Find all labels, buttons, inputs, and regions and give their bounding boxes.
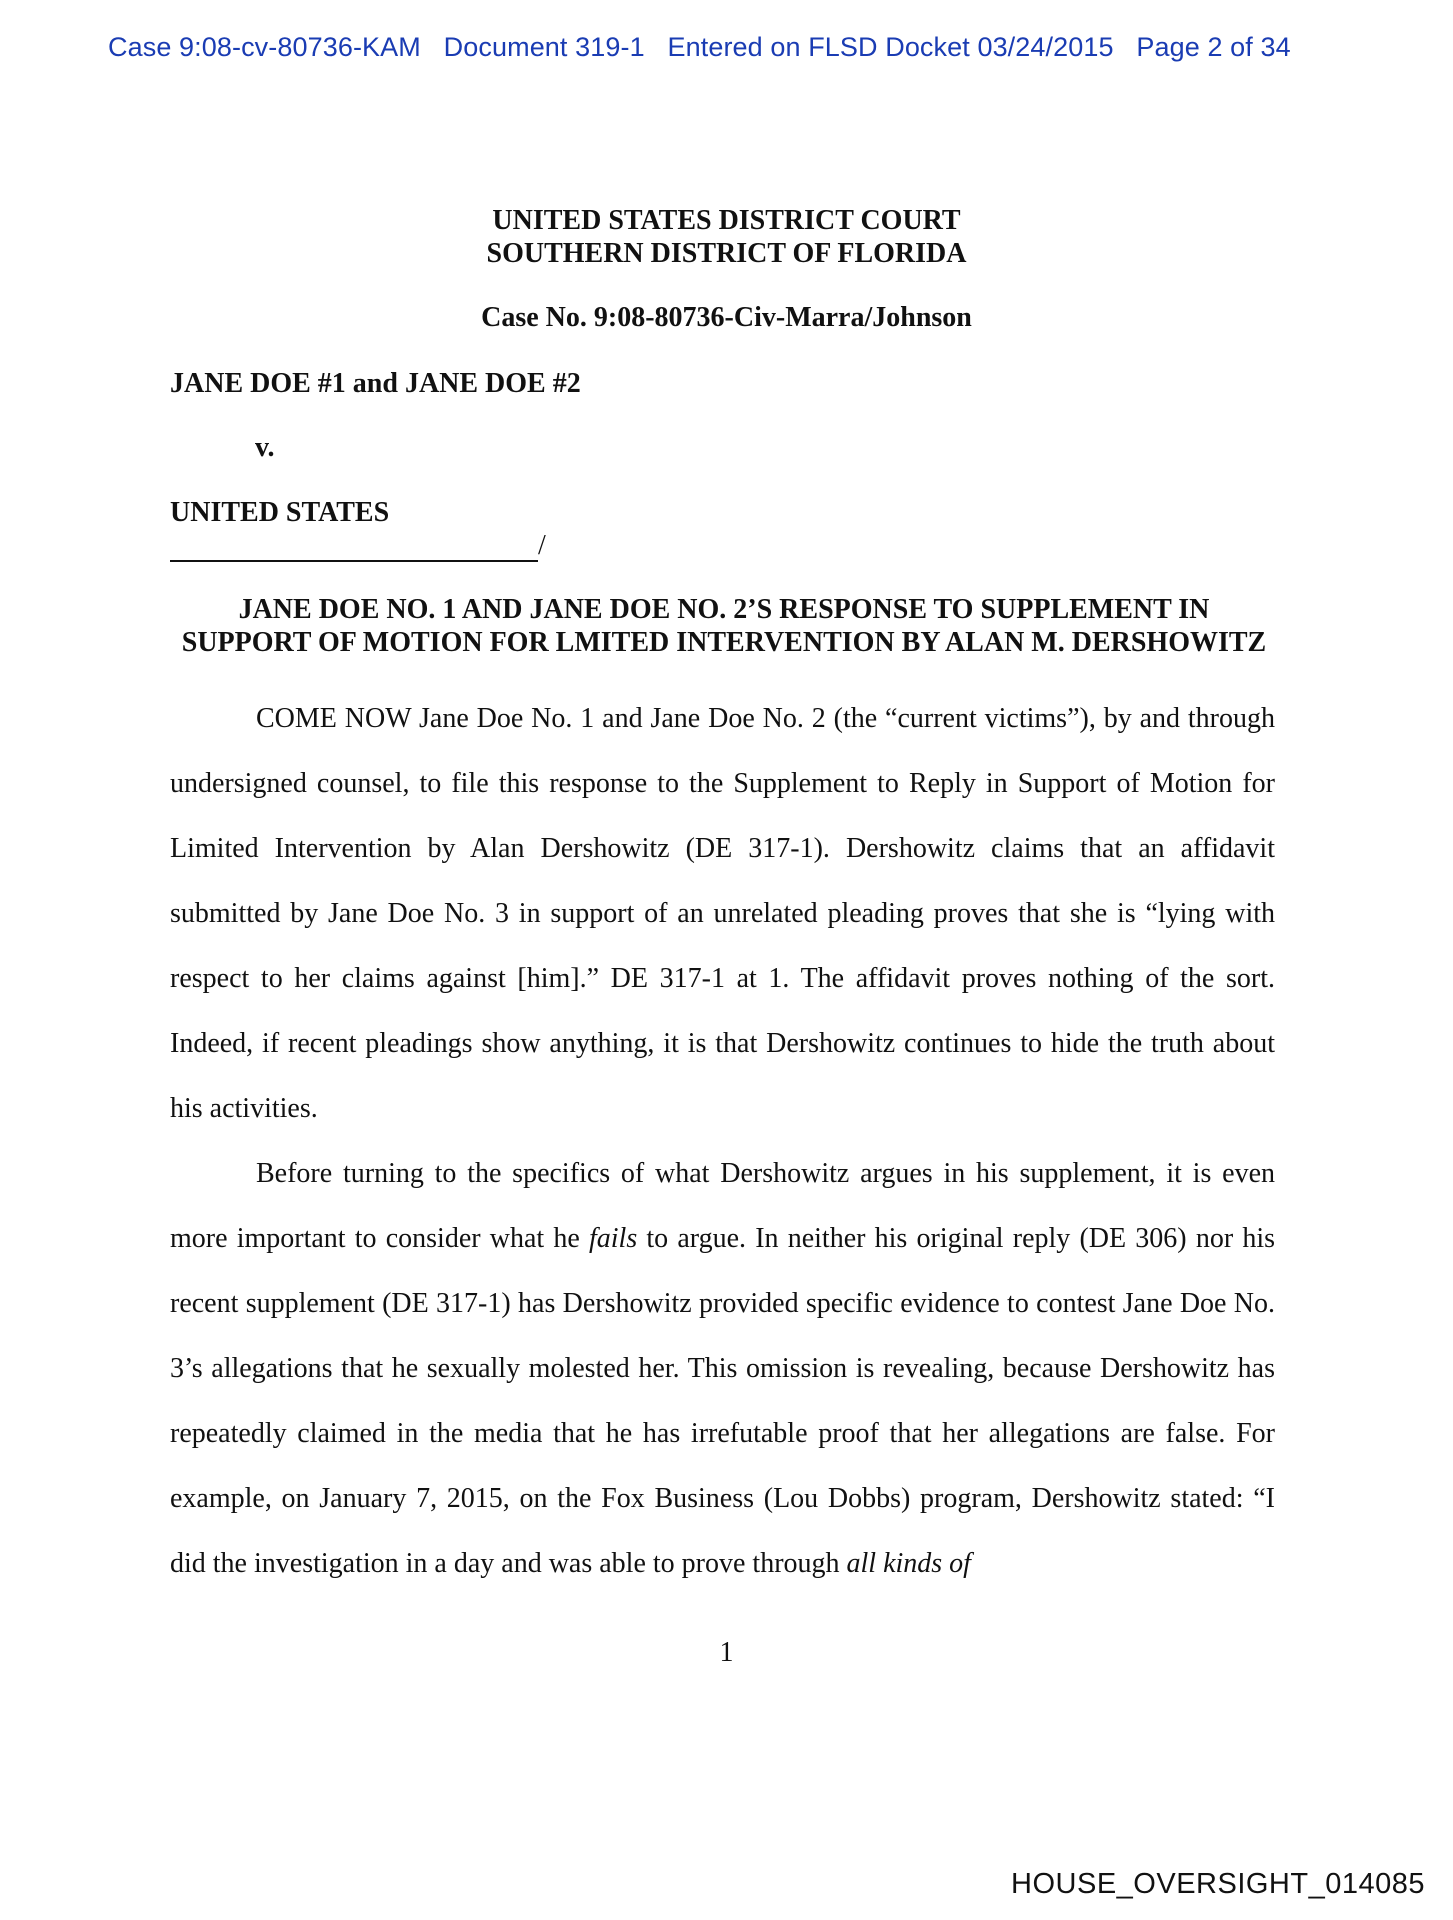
page-number: 1 xyxy=(719,1637,734,1668)
court-name: UNITED STATES DISTRICT COURT xyxy=(492,205,961,236)
docket-document-number: Document 319-1 xyxy=(443,32,645,62)
court-district: SOUTHERN DISTRICT OF FLORIDA xyxy=(486,238,967,269)
plaintiffs: JANE DOE #1 and JANE DOE #2 xyxy=(170,368,581,399)
court-heading xyxy=(0,204,1453,270)
caption-signature-line xyxy=(170,530,546,562)
body-paragraph-2-part-2: to argue. In neither his original reply (DE 306) nor his recent supplement (DE 317-1) has Dershowitz provided specific evidence to contest Jane Doe No. 3’s allegations that he sexually molested her. This omission is revealing, because Dershowitz has repeatedly claimed in the media that he has irrefutable proof that her allegations are false. For example, on January 7, 2015, on the Fox Business (Lou Dobbs) program, Dershowitz stated: “I did the investigation in a day and was able to prove through xyxy=(170,1223,1275,1579)
docket-header xyxy=(108,32,1291,63)
defendant: UNITED STATES xyxy=(170,497,390,528)
bates-number: HOUSE_OVERSIGHT_014085 xyxy=(1011,1868,1425,1900)
case-number: Case No. 9:08-80736-Civ-Marra/Johnson xyxy=(481,302,972,333)
body-paragraph-2-emphasis-fails: fails xyxy=(588,1223,638,1254)
document-title-line-2: SUPPORT OF MOTION FOR LMITED INTERVENTION BY ALAN M. DERSHOWITZ xyxy=(181,627,1267,658)
versus: v. xyxy=(255,432,275,463)
body-paragraph-2 xyxy=(170,1141,1275,1596)
body-paragraph-1: COME NOW Jane Doe No. 1 and Jane Doe No. 2 (the “current victims”), by and through undersigned counsel, to file this response to the Supplement to Reply in Support of Motion for Limited Intervention by Alan Dershowitz (DE 317-1). Dershowitz claims that an affidavit submitted by Jane Doe No. 3 in support of an unrelated pleading proves that she is “lying with respect to her claims against [him].” DE 317-1 at 1. The affidavit proves nothing of the sort. Indeed, if recent pleadings show anything, it is that Dershowitz continues to hide the truth about his activities. xyxy=(170,703,1275,1124)
document-title-line-1: JANE DOE NO. 1 AND JANE DOE NO. 2’S RESPONSE TO SUPPLEMENT IN xyxy=(238,594,1210,625)
docket-page-count: Page 2 of 34 xyxy=(1136,32,1291,62)
caption-slash: / xyxy=(538,530,546,561)
caption-rule xyxy=(170,532,538,562)
body-paragraph-2-part-1: Before turning to the specifics of what Dershowitz argues in his supplement, it is even more important to consider what he xyxy=(170,1158,1275,1254)
docket-entered-date: Entered on FLSD Docket 03/24/2015 xyxy=(667,32,1114,62)
docket-case-number: Case 9:08-cv-80736-KAM xyxy=(108,32,421,62)
body-paragraph-2-emphasis-all-kinds: all kinds of xyxy=(846,1548,971,1579)
document-body xyxy=(170,686,1275,1596)
document-title xyxy=(170,593,1278,659)
